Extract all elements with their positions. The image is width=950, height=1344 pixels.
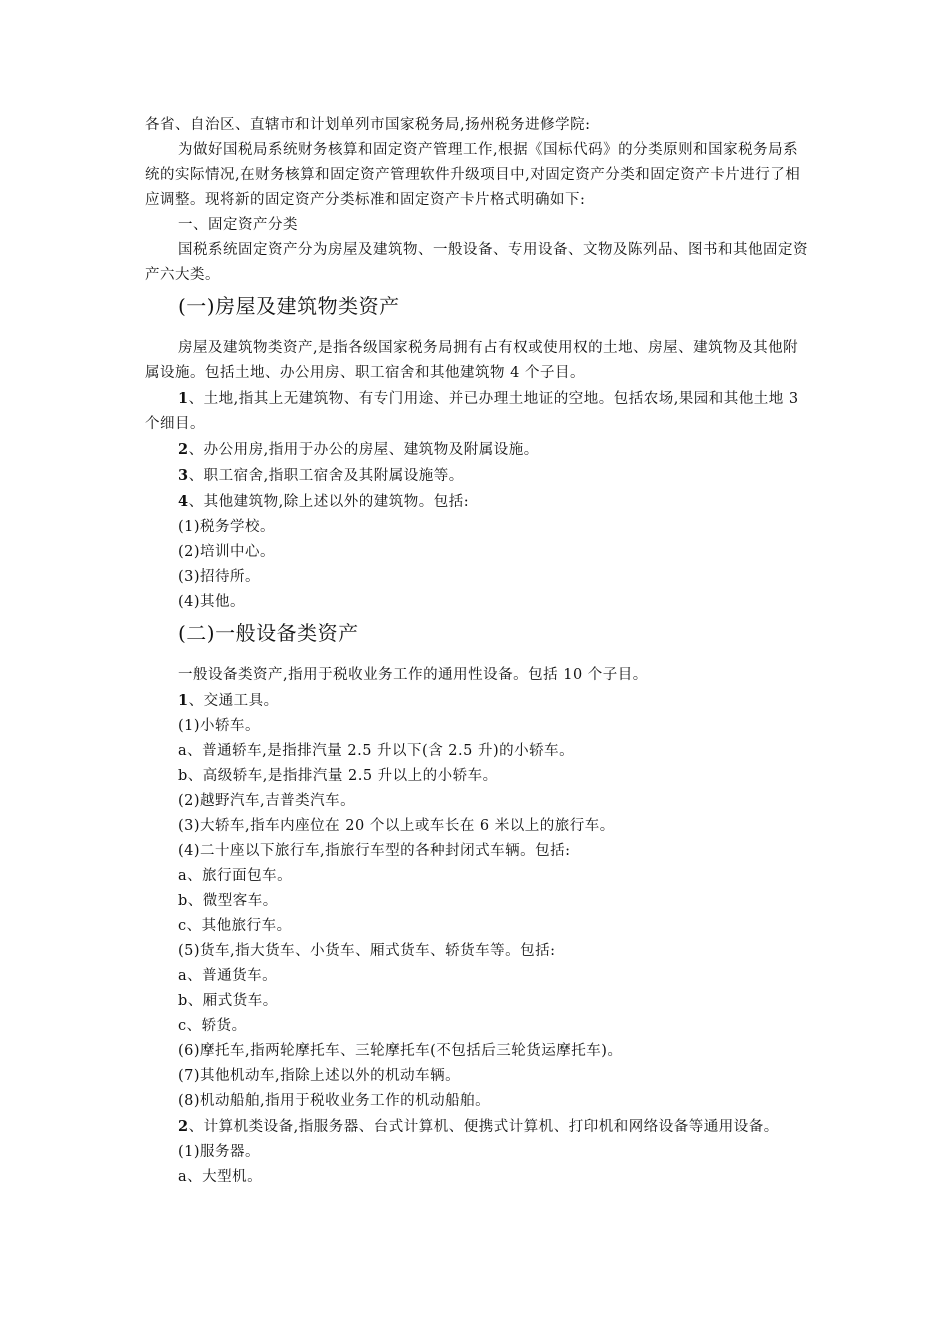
equipment-item-2 <box>145 1114 810 1140</box>
item-number: 4 <box>178 493 189 510</box>
list-item: (8)机动船舶,指用于税收业务工作的机动船舶。 <box>178 1093 491 1109</box>
item-text: 、土地,指其上无建筑物、有专门用途、并已办理土地证的空地。包括农场,果园和其他土地 3 个细目。 <box>145 391 799 432</box>
item-text: 、计算机类设备,指服务器、台式计算机、便携式计算机、打印机和网络设备等通用设备。 <box>188 1119 779 1135</box>
list-item: b、微型客车。 <box>178 893 278 909</box>
section-title-classification: 一、固定资产分类 <box>178 217 298 233</box>
item-number: 1 <box>178 692 189 709</box>
item-number: 2 <box>178 1118 189 1135</box>
addressee-line: 各省、自治区、直辖市和计划单列市国家税务局,扬州税务进修学院: <box>145 117 591 133</box>
heading-buildings: (一)房屋及建筑物类资产 <box>178 294 400 318</box>
list-item: (2)越野汽车,吉普类汽车。 <box>178 793 356 809</box>
list-item: (3)大轿车,指车内座位在 20 个以上或车长在 6 米以上的旅行车。 <box>178 818 615 834</box>
list-item: a、普通货车。 <box>178 968 278 984</box>
list-item: b、高级轿车,是指排汽量 2.5 升以上的小轿车。 <box>178 768 498 784</box>
list-item: (1)服务器。 <box>178 1144 261 1160</box>
list-item: (5)货车,指大货车、小货车、厢式货车、轿货车等。包括: <box>178 943 556 959</box>
buildings-item-4 <box>145 489 810 515</box>
item-number: 1 <box>178 390 189 407</box>
list-item: a、普通轿车,是指排汽量 2.5 升以下(含 2.5 升)的小轿车。 <box>178 743 575 759</box>
list-item: (1)税务学校。 <box>178 519 276 535</box>
item-text: 、其他建筑物,除上述以外的建筑物。包括: <box>188 494 470 510</box>
list-item: (6)摩托车,指两轮摩托车、三轮摩托车(不包括后三轮货运摩托车)。 <box>178 1043 623 1059</box>
equipment-item-1 <box>145 688 810 714</box>
list-item: (4)二十座以下旅行车,指旅行车型的各种封闭式车辆。包括: <box>178 843 571 859</box>
list-item: (3)招待所。 <box>178 569 261 585</box>
buildings-item-3 <box>145 463 810 489</box>
list-item: c、其他旅行车。 <box>178 918 292 934</box>
intro-paragraph: 为做好国税局系统财务核算和固定资产管理工作,根据《国标代码》的分类原则和国家税务局系统的实际情况,在财务核算和固定资产管理软件升级项目中,对固定资产分类和固定资产卡片进行了相应调整。现将新的固定资产分类标准和固定资产卡片格式明确如下: <box>145 142 801 208</box>
item-number: 2 <box>178 441 189 458</box>
list-item: (4)其他。 <box>178 594 246 610</box>
list-item: a、旅行面包车。 <box>178 868 293 884</box>
classification-summary: 国税系统固定资产分为房屋及建筑物、一般设备、专用设备、文物及陈列品、图书和其他固定资产六大类。 <box>145 242 808 283</box>
buildings-item-1 <box>145 386 810 437</box>
list-item: c、轿货。 <box>178 1018 247 1034</box>
item-text: 、办公用房,指用于办公的房屋、建筑物及附属设施。 <box>188 442 539 458</box>
list-item: b、厢式货车。 <box>178 993 278 1009</box>
heading-general-equipment: (二)一般设备类资产 <box>178 621 359 645</box>
equipment-description: 一般设备类资产,指用于税收业务工作的通用性设备。包括 10 个子目。 <box>178 667 648 683</box>
list-item: (2)培训中心。 <box>178 544 276 560</box>
item-text: 、职工宿舍,指职工宿舍及其附属设施等。 <box>188 468 464 484</box>
list-item: a、大型机。 <box>178 1169 263 1185</box>
list-item: (7)其他机动车,指除上述以外的机动车辆。 <box>178 1068 461 1084</box>
list-item: (1)小轿车。 <box>178 718 261 734</box>
document-body <box>145 113 810 1190</box>
buildings-description: 房屋及建筑物类资产,是指各级国家税务局拥有占有权或使用权的土地、房屋、建筑物及其他附属设施。包括土地、办公用房、职工宿舍和其他建筑物 4 个子目。 <box>145 340 799 381</box>
buildings-item-2 <box>145 437 810 463</box>
item-number: 3 <box>178 467 189 484</box>
item-text: 、交通工具。 <box>188 693 279 709</box>
